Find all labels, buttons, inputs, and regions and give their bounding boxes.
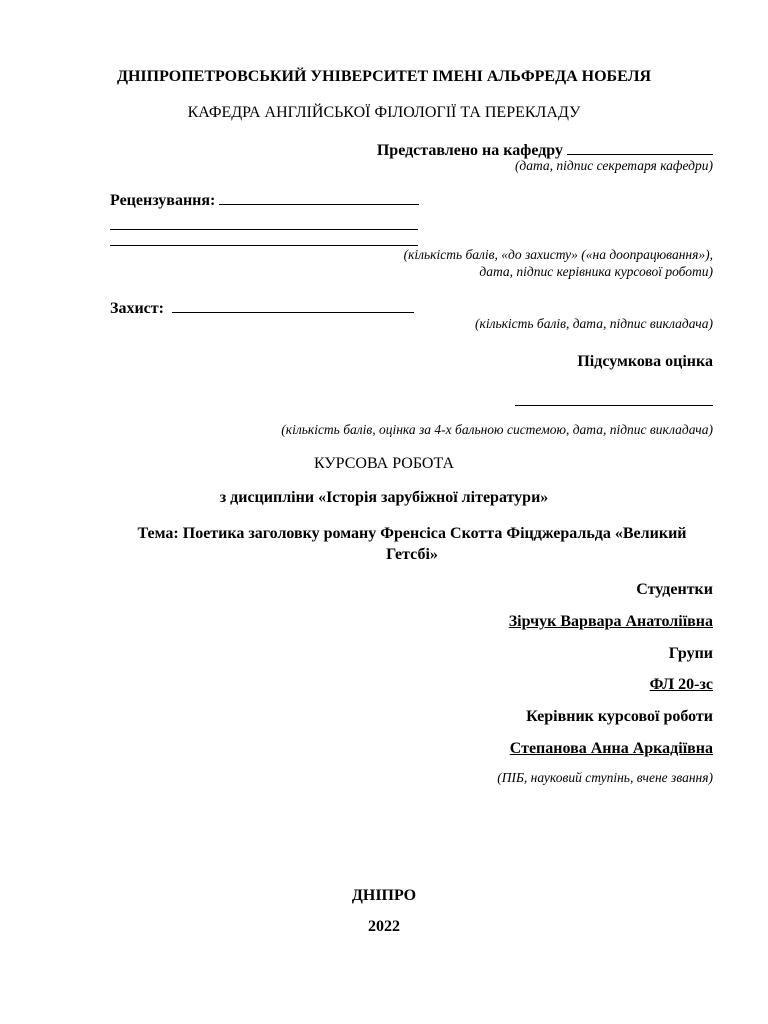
discipline: з дисципліни «Історія зарубіжної літератури» xyxy=(219,489,549,506)
review-line-3 xyxy=(110,245,418,246)
supervisor-name: Степанова Анна Аркадіївна xyxy=(509,740,713,757)
department-name: КАФЕДРА АНГЛІЙСЬКОЇ ФІЛОЛОГІЇ ТА ПЕРЕКЛАДУ xyxy=(187,104,581,121)
submitted-label: Представлено на кафедру xyxy=(376,142,563,159)
final-grade-note: (кількість балів, оцінка за 4-х бальною системою, дата, підпис викладача) xyxy=(281,422,713,437)
final-grade-line xyxy=(515,405,713,406)
defense-note: (кількість балів, дата, підпис викладача) xyxy=(475,316,713,331)
work-type: КУРСОВА РОБОТА xyxy=(313,455,455,472)
student-name: Зірчук Варвара Анатоліївна xyxy=(508,613,713,630)
university-name: ДНІПРОПЕТРОВСЬКИЙ УНІВЕРСИТЕТ ІМЕНІ АЛЬФРЕДА НОБЕЛЯ xyxy=(116,68,652,85)
topic: Тема: Поетика заголовку роману Френсіса Скотта Фіцджеральда «Великий Гетсбі» xyxy=(137,525,687,563)
review-note-1: (кількість балів, «до захисту» («на доопрацювання»), xyxy=(403,247,713,262)
review-note-2: дата, підпис керівника курсової роботи) xyxy=(479,264,713,279)
year: 2022 xyxy=(368,918,400,935)
review-block xyxy=(110,190,419,210)
submitted-block xyxy=(377,140,713,160)
submitted-signature-line xyxy=(567,140,713,155)
defense-signature-line xyxy=(172,298,414,313)
review-line-1 xyxy=(219,190,419,205)
defense-block xyxy=(110,298,414,318)
city: ДНІПРО xyxy=(351,887,417,904)
review-line-2 xyxy=(110,229,418,230)
supervisor-note: (ПІБ, науковий ступінь, вчене звання) xyxy=(497,770,713,785)
group-label: Групи xyxy=(668,645,713,662)
supervisor-label: Керівник курсової роботи xyxy=(526,708,713,725)
student-label: Студентки xyxy=(636,581,713,598)
defense-label: Захист: xyxy=(110,300,164,317)
group-value: ФЛ 20-зс xyxy=(649,676,713,693)
submitted-note: (дата, підпис секретаря кафедри) xyxy=(514,158,713,173)
final-grade-label: Підсумкова оцінка xyxy=(577,353,713,370)
review-label: Рецензування: xyxy=(110,192,216,209)
